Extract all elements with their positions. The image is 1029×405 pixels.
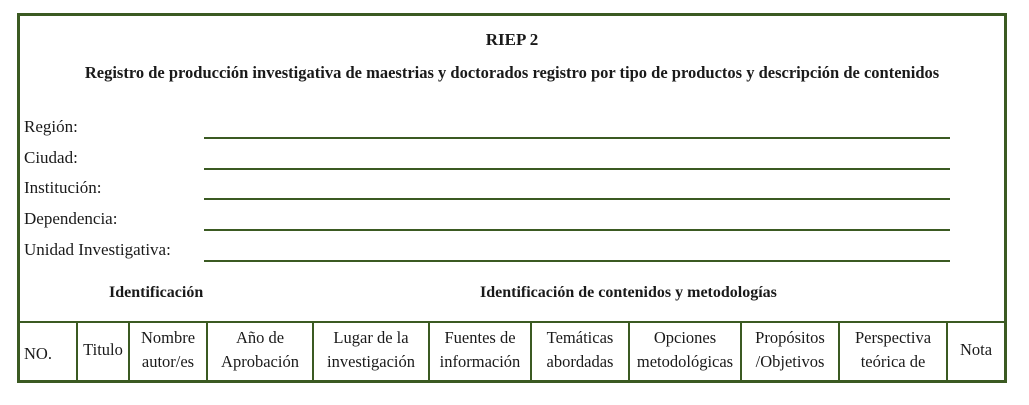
field-input-dependencia[interactable] [204, 229, 950, 231]
field-input-region[interactable] [204, 137, 950, 139]
col-header-nota: Nota [946, 322, 1004, 383]
field-input-institucion[interactable] [204, 198, 950, 200]
field-label-unidad-investigativa: Unidad Investigativa: [24, 240, 171, 259]
col-header-nombre-autores: Nombre autor/es [128, 322, 206, 383]
section-identificacion: Identificación [109, 284, 204, 301]
col-header-tematicas-abordadas: Temáticas abordadas [530, 322, 628, 383]
field-label-region: Región: [24, 117, 78, 136]
col-header-perspectiva-teorica: Perspectiva teórica de [838, 322, 946, 383]
section-contenidos-metodologias: Identificación de contenidos y metodologías [480, 284, 777, 301]
field-input-unidad-investigativa[interactable] [204, 260, 950, 262]
col-header-lugar-investigacion: Lugar de la investigación [312, 322, 428, 383]
col-header-no: NO. [24, 344, 52, 363]
field-input-ciudad[interactable] [204, 168, 950, 170]
form-code: RIEP 2 [485, 30, 539, 49]
col-header-opciones-metodologicas: Opciones metodológicas [628, 322, 740, 383]
form-title: Registro de producción investigativa de maestrias y doctorados registro por tipo de productos y descripción de contenidos [84, 63, 940, 82]
col-header-fuentes-informacion: Fuentes de información [428, 322, 530, 383]
field-label-dependencia: Dependencia: [24, 209, 118, 228]
field-label-ciudad: Ciudad: [24, 148, 78, 167]
form-frame [17, 13, 1007, 383]
col-header-propositos-objetivos: Propósitos /Objetivos [740, 322, 838, 383]
field-label-institucion: Institución: [24, 178, 102, 197]
col-header-ano-aprobacion: Año de Aprobación [206, 322, 312, 383]
col-header-titulo: Titulo [76, 322, 128, 383]
table-header-row [20, 322, 1004, 383]
